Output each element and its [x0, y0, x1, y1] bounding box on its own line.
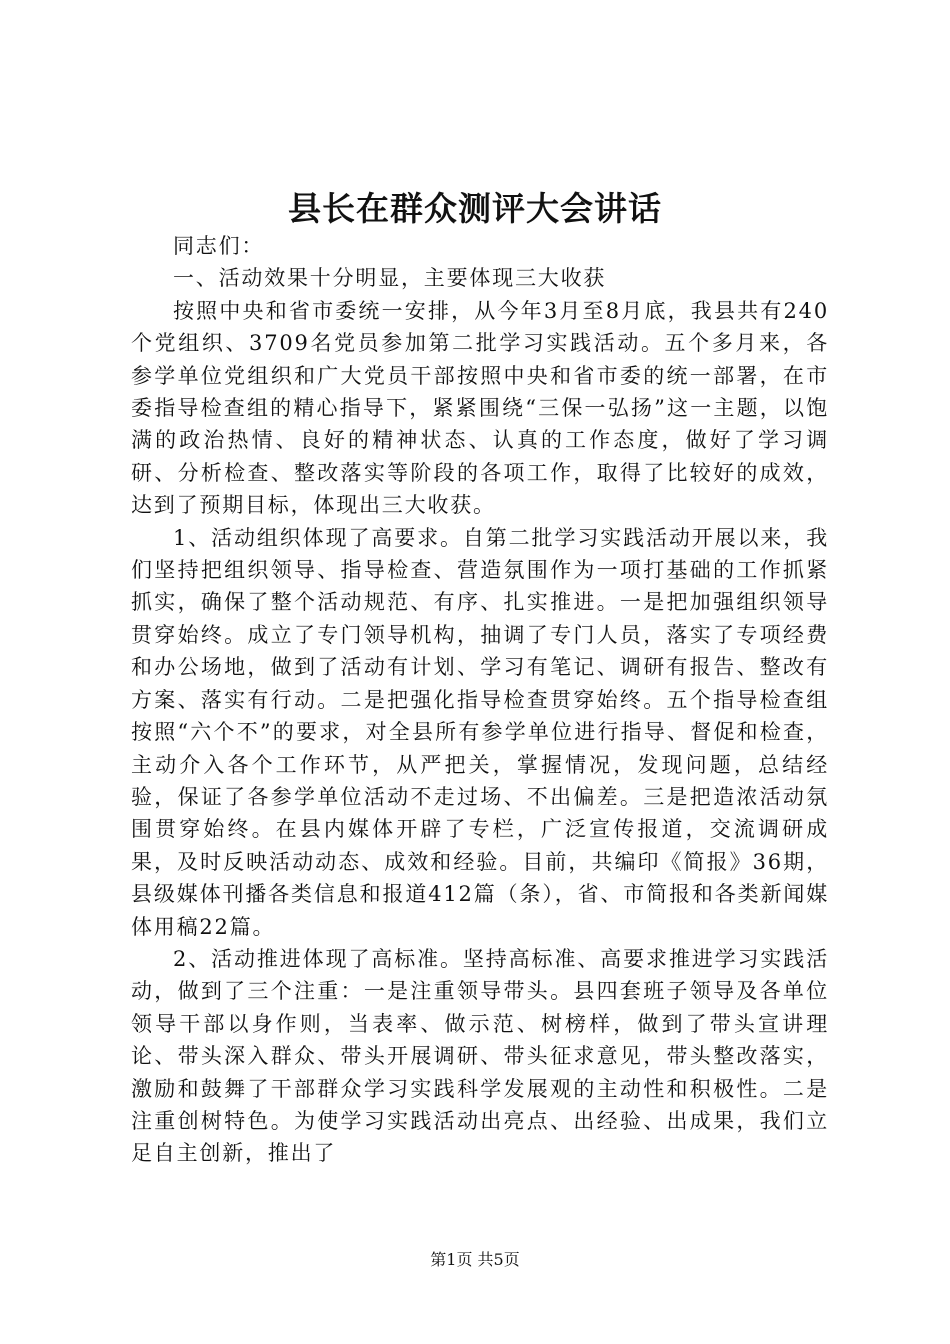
- body-paragraph: 2、活动推进体现了高标准。坚持高标准、高要求推进学习实践活动，做到了三个注重：一是注重领导带头。县四套班子领导及各单位领导干部以身作则，当表率、做示范、树榜样，做到了带头宣讲理论、带头深入群众、带头开展调研、带头征求意见，带头整改落实，激励和鼓舞了干部群众学习实践科学发展观的主动性和积极性。二是注重创树特色。为使学习实践活动出亮点、出经验、出成果，我们立足自主创新，推出了: [131, 946, 829, 1166]
- body-paragraph: 1、活动组织体现了高要求。自第二批学习实践活动开展以来，我们坚持把组织领导、指导检查、营造氛围作为一项打基础的工作抓紧抓实，确保了整个活动规范、有序、扎实推进。一是把加强组织领导贯穿始终。成立了专门领导机构，抽调了专门人员，落实了专项经费和办公场地，做到了活动有计划、学习有笔记、调研有报告、整改有方案、落实有行动。二是把强化指导检查贯穿始终。五个指导检查组按照“六个不”的要求，对全县所有参学单位进行指导、督促和检查，主动介入各个工作环节，从严把关，掌握情况，发现问题，总结经验，保证了各参学单位活动不走过场、不出偏差。三是把造浓活动氛围贯穿始终。在县内媒体开辟了专栏，广泛宣传报道，交流调研成果，及时反映活动动态、成效和经验。目前，共编印《简报》36期，县级媒体刊播各类信息和报道412篇（条），省、市简报和各类新闻媒体用稿22篇。: [131, 525, 829, 939]
- document-title: 县长在群众测评大会讲话: [288, 189, 662, 228]
- body-paragraph: 按照中央和省市委统一安排，从今年3月至8月底，我县共有240个党组织、3709名党员参加第二批学习实践活动。五个多月来，各参学单位党组织和广大党员干部按照中央和省市委的统一部署，在市委指导检查组的精心指导下，紧紧围绕“三保一弘扬”这一主题，以饱满的政治热情、良好的精神状态、认真的工作态度，做好了学习调研、分析检查、整改落实等阶段的各项工作，取得了比较好的成效，达到了预期目标，体现出三大收获。: [131, 298, 829, 518]
- salutation: 同志们：: [173, 234, 265, 258]
- document-body: [131, 230, 829, 1170]
- page-footer: 第1页 共5页: [430, 1250, 520, 1269]
- section-heading: 一、活动效果十分明显，主要体现三大收获: [173, 266, 607, 291]
